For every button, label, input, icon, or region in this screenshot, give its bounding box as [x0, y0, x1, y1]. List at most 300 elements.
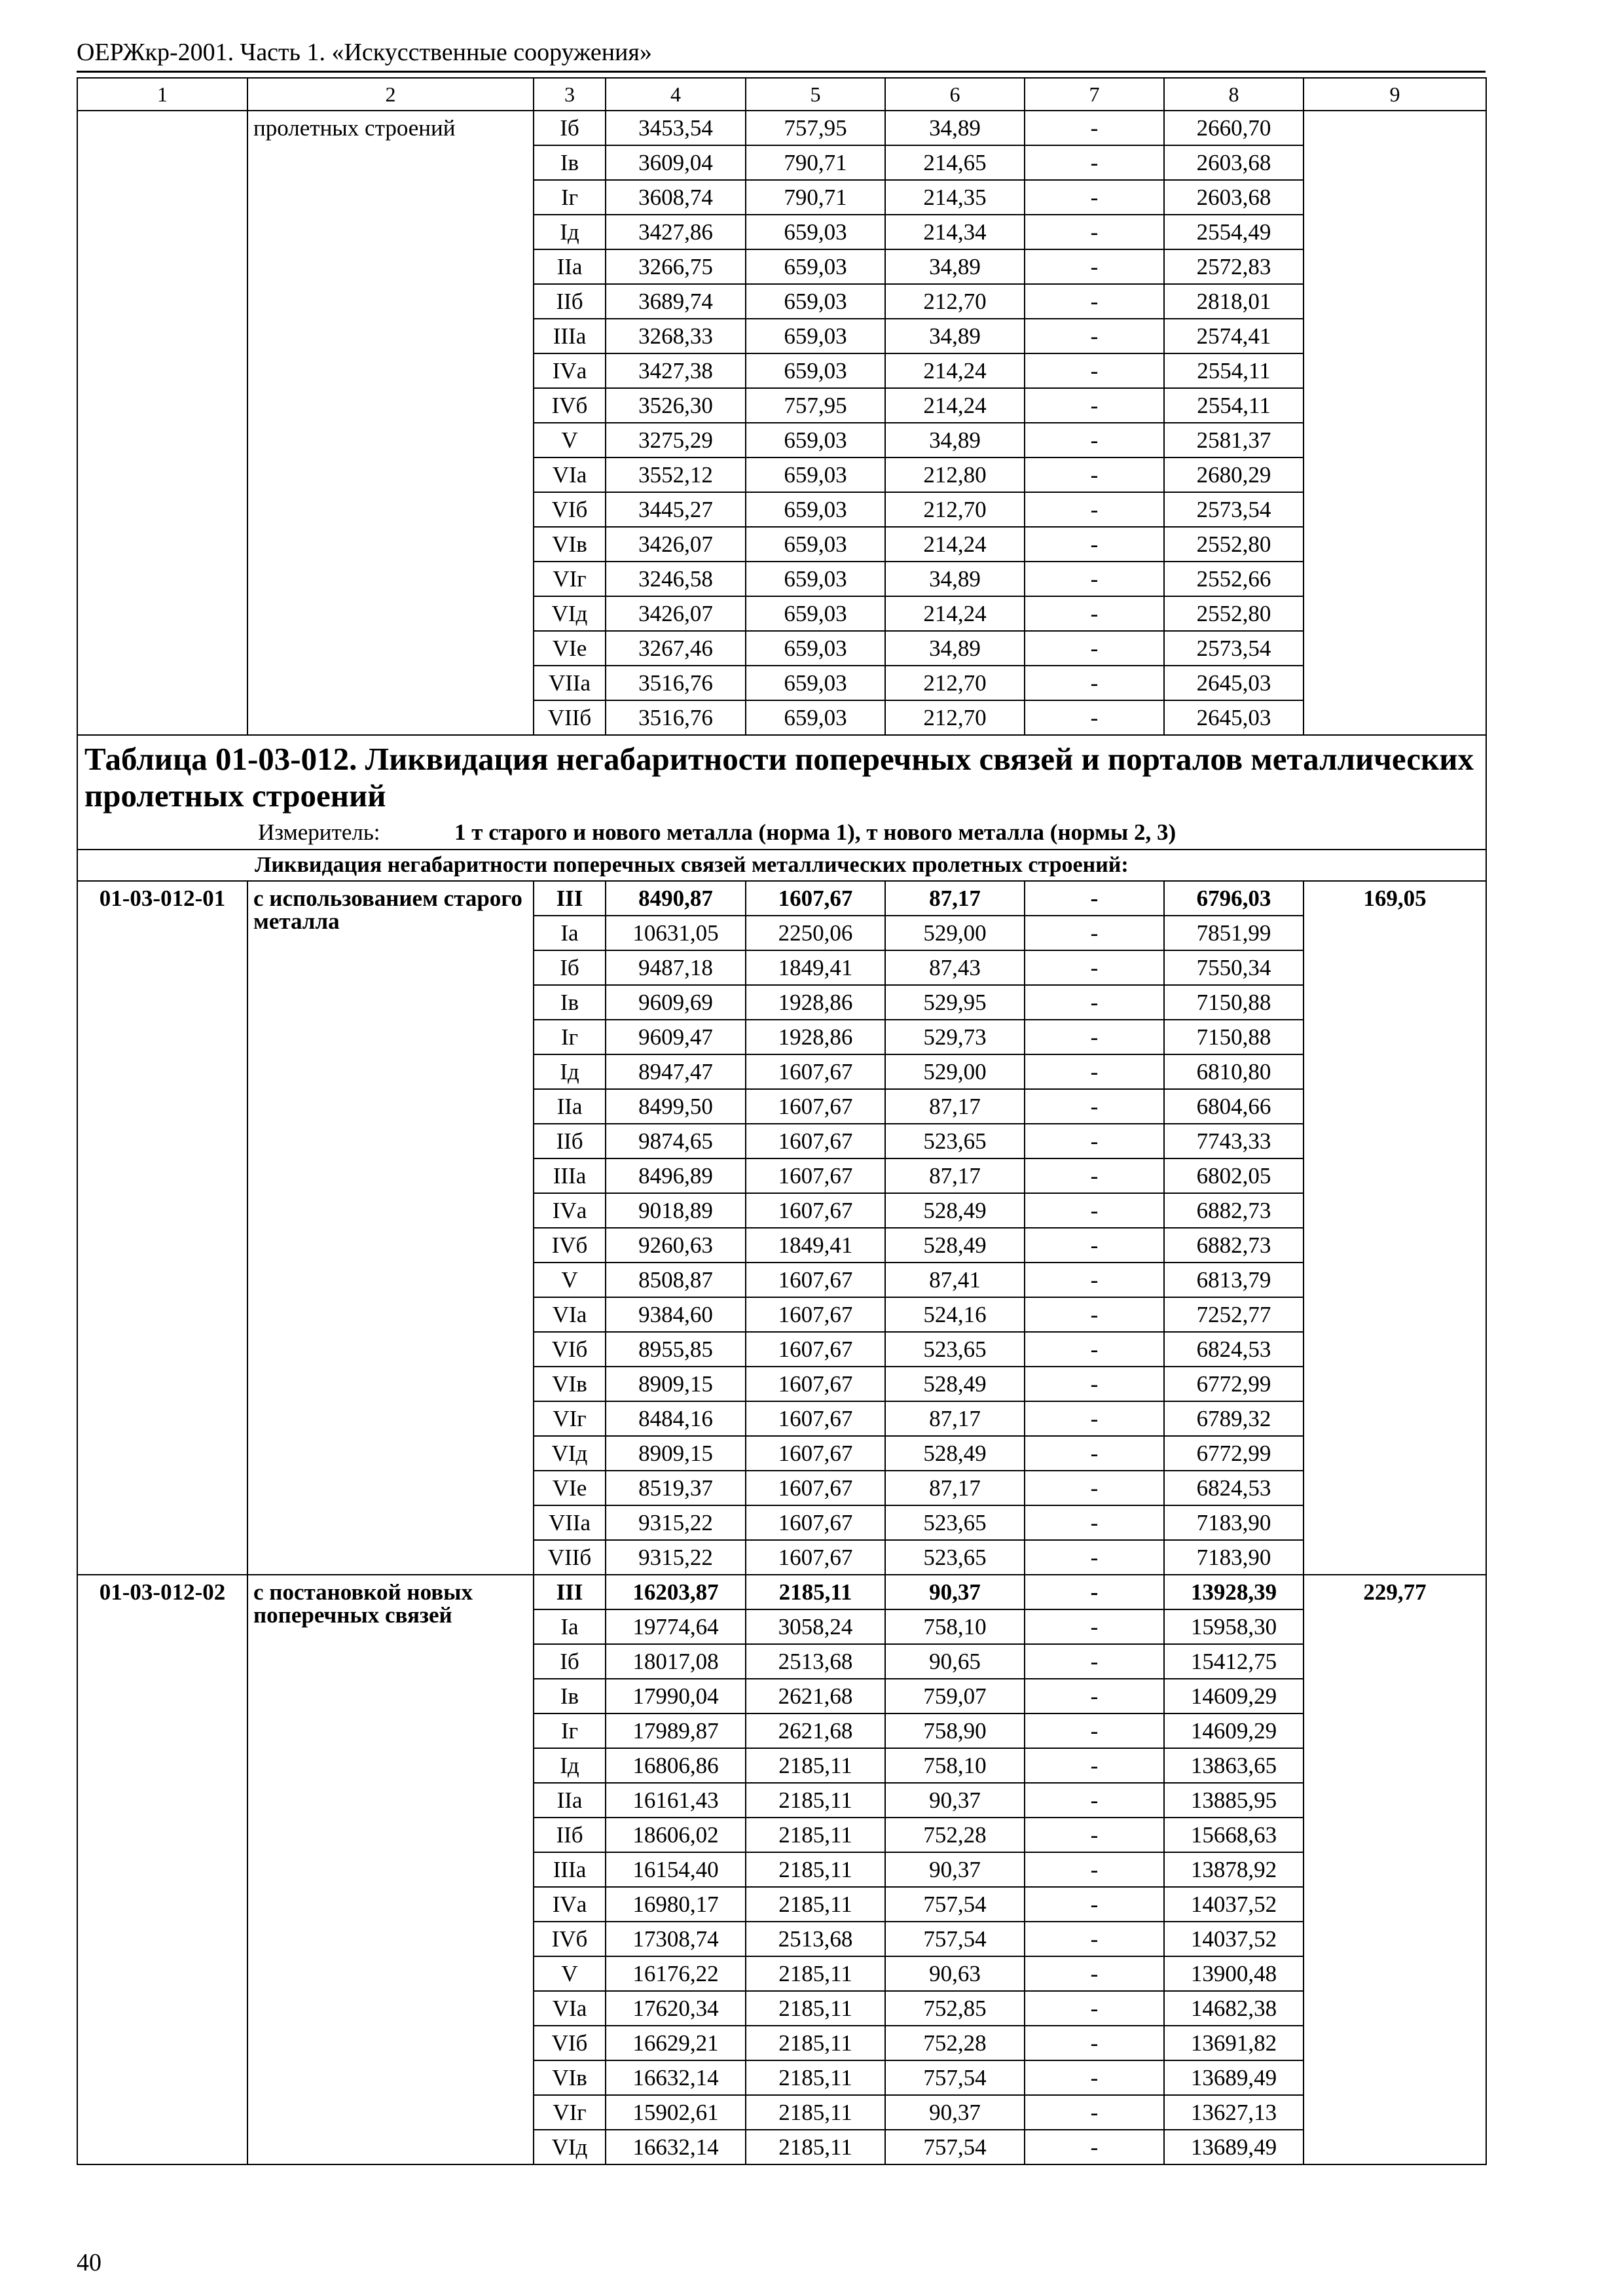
category-cell: VIг: [534, 2095, 606, 2130]
value-cell: 90,63: [885, 1956, 1025, 1991]
category-cell: VIе: [534, 631, 606, 666]
value-cell: 16154,40: [606, 1852, 746, 1887]
value-cell: 16176,22: [606, 1956, 746, 1991]
value-cell: 6789,32: [1164, 1401, 1304, 1436]
column-9-cell: 169,05: [1304, 881, 1486, 1575]
category-cell: IIа: [534, 1783, 606, 1818]
value-cell: -: [1025, 1818, 1164, 1852]
value-cell: -: [1025, 1644, 1164, 1679]
value-cell: 212,70: [885, 700, 1025, 735]
value-cell: 6772,99: [1164, 1367, 1304, 1401]
value-cell: 3058,24: [746, 1609, 885, 1644]
value-cell: 13928,39: [1164, 1575, 1304, 1609]
unit-label: Измеритель:: [258, 819, 380, 845]
value-cell: -: [1025, 492, 1164, 527]
value-cell: -: [1025, 985, 1164, 1020]
column-number: 4: [606, 78, 746, 111]
value-cell: 2552,80: [1164, 527, 1304, 562]
value-cell: 212,70: [885, 492, 1025, 527]
value-cell: 34,89: [885, 111, 1025, 145]
value-cell: 214,35: [885, 180, 1025, 215]
value-cell: -: [1025, 950, 1164, 985]
value-cell: -: [1025, 1540, 1164, 1575]
value-cell: 757,54: [885, 1922, 1025, 1956]
value-cell: 16161,43: [606, 1783, 746, 1818]
value-cell: 3427,86: [606, 215, 746, 249]
value-cell: 2554,49: [1164, 215, 1304, 249]
value-cell: 13863,65: [1164, 1748, 1304, 1783]
value-cell: 6824,53: [1164, 1332, 1304, 1367]
norms-table: [77, 77, 1487, 2165]
value-cell: 1607,67: [746, 1471, 885, 1505]
value-cell: -: [1025, 1020, 1164, 1054]
column-number: 1: [77, 78, 247, 111]
value-cell: 6882,73: [1164, 1228, 1304, 1263]
category-cell: Iг: [534, 180, 606, 215]
value-cell: 8496,89: [606, 1158, 746, 1193]
value-cell: -: [1025, 1748, 1164, 1783]
value-cell: 19774,64: [606, 1609, 746, 1644]
category-cell: IVа: [534, 1193, 606, 1228]
value-cell: -: [1025, 1089, 1164, 1124]
category-cell: VIIб: [534, 1540, 606, 1575]
category-cell: IIа: [534, 249, 606, 284]
value-cell: 9260,63: [606, 1228, 746, 1263]
category-cell: Iг: [534, 1713, 606, 1748]
category-cell: IVб: [534, 1922, 606, 1956]
value-cell: -: [1025, 1713, 1164, 1748]
category-cell: V: [534, 1263, 606, 1297]
value-cell: -: [1025, 1401, 1164, 1436]
value-cell: 34,89: [885, 319, 1025, 353]
value-cell: -: [1025, 881, 1164, 916]
value-cell: -: [1025, 284, 1164, 319]
value-cell: 790,71: [746, 180, 885, 215]
column-9-cell: 229,77: [1304, 1575, 1486, 2164]
category-cell: V: [534, 423, 606, 457]
value-cell: 6796,03: [1164, 881, 1304, 916]
value-cell: 9315,22: [606, 1505, 746, 1540]
value-cell: 1849,41: [746, 950, 885, 985]
value-cell: 3266,75: [606, 249, 746, 284]
value-cell: -: [1025, 2095, 1164, 2130]
value-cell: 659,03: [746, 492, 885, 527]
value-cell: 1607,67: [746, 1089, 885, 1124]
category-cell: VIд: [534, 1436, 606, 1471]
category-cell: Iд: [534, 215, 606, 249]
category-cell: VIIа: [534, 666, 606, 700]
value-cell: 13627,13: [1164, 2095, 1304, 2130]
value-cell: 8955,85: [606, 1332, 746, 1367]
value-cell: -: [1025, 145, 1164, 180]
category-cell: Iа: [534, 1609, 606, 1644]
norm-description: с использованием старого металла: [247, 881, 534, 1575]
value-cell: 2660,70: [1164, 111, 1304, 145]
value-cell: 1607,67: [746, 1332, 885, 1367]
category-cell: VIа: [534, 457, 606, 492]
category-cell: VIIб: [534, 700, 606, 735]
value-cell: 90,37: [885, 1783, 1025, 1818]
norm-code: 01-03-012-02: [77, 1575, 247, 2164]
value-cell: 13689,49: [1164, 2130, 1304, 2164]
value-cell: 659,03: [746, 596, 885, 631]
value-cell: 1607,67: [746, 1054, 885, 1089]
norm-code: [77, 111, 247, 735]
value-cell: 659,03: [746, 284, 885, 319]
value-cell: 659,03: [746, 527, 885, 562]
value-cell: 3426,07: [606, 527, 746, 562]
value-cell: 1607,67: [746, 1193, 885, 1228]
value-cell: 752,85: [885, 1991, 1025, 2026]
value-cell: 659,03: [746, 249, 885, 284]
table-row: [77, 881, 1486, 916]
value-cell: 16629,21: [606, 2026, 746, 2060]
value-cell: 523,65: [885, 1505, 1025, 1540]
value-cell: 3516,76: [606, 666, 746, 700]
category-cell: VIд: [534, 2130, 606, 2164]
category-cell: IIIа: [534, 1158, 606, 1193]
value-cell: 2513,68: [746, 1922, 885, 1956]
value-cell: -: [1025, 180, 1164, 215]
section-heading: Ликвидация негабаритности поперечных связей металлических пролетных строений:: [77, 850, 1486, 881]
value-cell: 14037,52: [1164, 1922, 1304, 1956]
value-cell: -: [1025, 1956, 1164, 1991]
header-rule: [77, 71, 1486, 73]
value-cell: 659,03: [746, 562, 885, 596]
value-cell: 13900,48: [1164, 1956, 1304, 1991]
value-cell: 34,89: [885, 249, 1025, 284]
value-cell: 2574,41: [1164, 319, 1304, 353]
value-cell: -: [1025, 1575, 1164, 1609]
value-cell: 2572,83: [1164, 249, 1304, 284]
norm-code: 01-03-012-01: [77, 881, 247, 1575]
value-cell: 6824,53: [1164, 1471, 1304, 1505]
value-cell: 2185,11: [746, 2130, 885, 2164]
value-cell: 14609,29: [1164, 1713, 1304, 1748]
value-cell: -: [1025, 596, 1164, 631]
value-cell: 529,00: [885, 1054, 1025, 1089]
value-cell: 528,49: [885, 1367, 1025, 1401]
category-cell: Iд: [534, 1748, 606, 1783]
value-cell: 87,17: [885, 1401, 1025, 1436]
value-cell: 18017,08: [606, 1644, 746, 1679]
value-cell: 9609,47: [606, 1020, 746, 1054]
value-cell: 3267,46: [606, 631, 746, 666]
category-cell: IIб: [534, 284, 606, 319]
value-cell: 1607,67: [746, 1367, 885, 1401]
value-cell: 6882,73: [1164, 1193, 1304, 1228]
value-cell: -: [1025, 457, 1164, 492]
category-cell: IIа: [534, 1089, 606, 1124]
value-cell: 1607,67: [746, 1158, 885, 1193]
value-cell: -: [1025, 631, 1164, 666]
category-cell: Iб: [534, 111, 606, 145]
value-cell: 15412,75: [1164, 1644, 1304, 1679]
value-cell: 8909,15: [606, 1367, 746, 1401]
value-cell: 1607,67: [746, 1540, 885, 1575]
category-cell: VIб: [534, 492, 606, 527]
value-cell: 2185,11: [746, 2060, 885, 2095]
value-cell: 8508,87: [606, 1263, 746, 1297]
category-cell: Iа: [534, 916, 606, 950]
category-cell: VIа: [534, 1297, 606, 1332]
value-cell: 2621,68: [746, 1713, 885, 1748]
value-cell: 8499,50: [606, 1089, 746, 1124]
value-cell: 2185,11: [746, 2026, 885, 2060]
value-cell: 2185,11: [746, 1991, 885, 2026]
value-cell: 659,03: [746, 666, 885, 700]
category-cell: Iв: [534, 985, 606, 1020]
value-cell: 9384,60: [606, 1297, 746, 1332]
column-number: 8: [1164, 78, 1304, 111]
column-numbers-row: [77, 78, 1486, 111]
value-cell: 3453,54: [606, 111, 746, 145]
value-cell: -: [1025, 2130, 1164, 2164]
value-cell: -: [1025, 388, 1164, 423]
value-cell: 8947,47: [606, 1054, 746, 1089]
value-cell: 1607,67: [746, 1263, 885, 1297]
value-cell: 2185,11: [746, 1956, 885, 1991]
value-cell: 790,71: [746, 145, 885, 180]
value-cell: 8909,15: [606, 1436, 746, 1471]
value-cell: -: [1025, 1436, 1164, 1471]
value-cell: 17989,87: [606, 1713, 746, 1748]
value-cell: -: [1025, 1991, 1164, 2026]
value-cell: 758,10: [885, 1609, 1025, 1644]
value-cell: 7550,34: [1164, 950, 1304, 985]
value-cell: 16632,14: [606, 2060, 746, 2095]
value-cell: 34,89: [885, 562, 1025, 596]
value-cell: 757,54: [885, 2060, 1025, 2095]
value-cell: 2603,68: [1164, 145, 1304, 180]
value-cell: 16632,14: [606, 2130, 746, 2164]
column-number: 5: [746, 78, 885, 111]
value-cell: 528,49: [885, 1193, 1025, 1228]
value-cell: 7183,90: [1164, 1505, 1304, 1540]
value-cell: 1607,67: [746, 1297, 885, 1332]
value-cell: 2552,80: [1164, 596, 1304, 631]
value-cell: 3268,33: [606, 319, 746, 353]
value-cell: 2645,03: [1164, 700, 1304, 735]
value-cell: 6804,66: [1164, 1089, 1304, 1124]
unit-line: [84, 819, 1479, 846]
category-cell: III: [534, 1575, 606, 1609]
value-cell: 2554,11: [1164, 353, 1304, 388]
value-cell: 90,65: [885, 1644, 1025, 1679]
value-cell: 2185,11: [746, 1783, 885, 1818]
column-number: 2: [247, 78, 534, 111]
value-cell: 10631,05: [606, 916, 746, 950]
value-cell: -: [1025, 1887, 1164, 1922]
category-cell: VIб: [534, 2026, 606, 2060]
value-cell: -: [1025, 1124, 1164, 1158]
value-cell: 529,95: [885, 985, 1025, 1020]
table-body: [77, 78, 1486, 2164]
category-cell: VIв: [534, 527, 606, 562]
value-cell: 2552,66: [1164, 562, 1304, 596]
value-cell: 659,03: [746, 319, 885, 353]
value-cell: -: [1025, 1054, 1164, 1089]
category-cell: Iв: [534, 145, 606, 180]
value-cell: -: [1025, 353, 1164, 388]
value-cell: -: [1025, 1679, 1164, 1713]
page-header: ОЕРЖкр-2001. Часть 1. «Искусственные сооружения»: [77, 39, 652, 66]
value-cell: 1607,67: [746, 1505, 885, 1540]
value-cell: 1928,86: [746, 985, 885, 1020]
value-cell: 2603,68: [1164, 180, 1304, 215]
value-cell: 7252,77: [1164, 1297, 1304, 1332]
value-cell: 523,65: [885, 1332, 1025, 1367]
value-cell: 87,17: [885, 1089, 1025, 1124]
value-cell: 2185,11: [746, 1575, 885, 1609]
value-cell: 1607,67: [746, 1124, 885, 1158]
value-cell: 8484,16: [606, 1401, 746, 1436]
value-cell: 13691,82: [1164, 2026, 1304, 2060]
value-cell: 3516,76: [606, 700, 746, 735]
value-cell: -: [1025, 1609, 1164, 1644]
value-cell: 15902,61: [606, 2095, 746, 2130]
value-cell: -: [1025, 527, 1164, 562]
value-cell: -: [1025, 1158, 1164, 1193]
value-cell: -: [1025, 1228, 1164, 1263]
value-cell: -: [1025, 1263, 1164, 1297]
table-row: [77, 1575, 1486, 1609]
value-cell: 16980,17: [606, 1887, 746, 1922]
value-cell: -: [1025, 319, 1164, 353]
value-cell: 17308,74: [606, 1922, 746, 1956]
value-cell: 1607,67: [746, 881, 885, 916]
value-cell: 87,17: [885, 881, 1025, 916]
value-cell: 3275,29: [606, 423, 746, 457]
value-cell: 6813,79: [1164, 1263, 1304, 1297]
value-cell: 3427,38: [606, 353, 746, 388]
table-title-cell: [77, 735, 1486, 850]
value-cell: -: [1025, 2026, 1164, 2060]
value-cell: 87,41: [885, 1263, 1025, 1297]
category-cell: IIб: [534, 1124, 606, 1158]
category-cell: IIIа: [534, 319, 606, 353]
column-number: 9: [1304, 78, 1486, 111]
category-cell: VIд: [534, 596, 606, 631]
value-cell: 752,28: [885, 1818, 1025, 1852]
column-number: 3: [534, 78, 606, 111]
value-cell: 7183,90: [1164, 1540, 1304, 1575]
value-cell: 524,16: [885, 1297, 1025, 1332]
category-cell: IIIа: [534, 1852, 606, 1887]
value-cell: -: [1025, 1505, 1164, 1540]
category-cell: Iв: [534, 1679, 606, 1713]
value-cell: 3246,58: [606, 562, 746, 596]
category-cell: Iг: [534, 1020, 606, 1054]
norm-description: пролетных строений: [247, 111, 534, 735]
value-cell: 2185,11: [746, 1748, 885, 1783]
value-cell: 214,24: [885, 527, 1025, 562]
value-cell: 3445,27: [606, 492, 746, 527]
value-cell: 9315,22: [606, 1540, 746, 1575]
value-cell: 2818,01: [1164, 284, 1304, 319]
category-cell: VIIа: [534, 1505, 606, 1540]
category-cell: III: [534, 881, 606, 916]
value-cell: 9609,69: [606, 985, 746, 1020]
value-cell: 14682,38: [1164, 1991, 1304, 2026]
value-cell: 2680,29: [1164, 457, 1304, 492]
table-title: Таблица 01-03-012. Ликвидация негабаритности поперечных связей и порталов металлических пролетных строений: [84, 741, 1474, 814]
value-cell: 87,43: [885, 950, 1025, 985]
value-cell: -: [1025, 562, 1164, 596]
value-cell: 7851,99: [1164, 916, 1304, 950]
value-cell: 659,03: [746, 631, 885, 666]
value-cell: 1607,67: [746, 1436, 885, 1471]
category-cell: VIв: [534, 2060, 606, 2095]
value-cell: 15958,30: [1164, 1609, 1304, 1644]
value-cell: 3689,74: [606, 284, 746, 319]
value-cell: -: [1025, 666, 1164, 700]
value-cell: -: [1025, 249, 1164, 284]
category-cell: Iд: [534, 1054, 606, 1089]
value-cell: 90,37: [885, 2095, 1025, 2130]
value-cell: 214,65: [885, 145, 1025, 180]
value-cell: 2573,54: [1164, 631, 1304, 666]
value-cell: -: [1025, 1367, 1164, 1401]
value-cell: 2573,54: [1164, 492, 1304, 527]
category-cell: IIб: [534, 1818, 606, 1852]
value-cell: -: [1025, 700, 1164, 735]
value-cell: 659,03: [746, 353, 885, 388]
value-cell: 2185,11: [746, 2095, 885, 2130]
value-cell: -: [1025, 1852, 1164, 1887]
value-cell: 752,28: [885, 2026, 1025, 2060]
value-cell: 3526,30: [606, 388, 746, 423]
value-cell: -: [1025, 1332, 1164, 1367]
value-cell: 18606,02: [606, 1818, 746, 1852]
value-cell: 212,70: [885, 284, 1025, 319]
value-cell: 34,89: [885, 631, 1025, 666]
value-cell: 3608,74: [606, 180, 746, 215]
value-cell: 212,80: [885, 457, 1025, 492]
value-cell: 2185,11: [746, 1887, 885, 1922]
value-cell: 659,03: [746, 700, 885, 735]
value-cell: -: [1025, 423, 1164, 457]
value-cell: 8490,87: [606, 881, 746, 916]
value-cell: 757,95: [746, 111, 885, 145]
value-cell: 15668,63: [1164, 1818, 1304, 1852]
value-cell: -: [1025, 1922, 1164, 1956]
value-cell: -: [1025, 215, 1164, 249]
value-cell: 528,49: [885, 1436, 1025, 1471]
value-cell: 13878,92: [1164, 1852, 1304, 1887]
value-cell: 757,54: [885, 2130, 1025, 2164]
category-cell: VIа: [534, 1991, 606, 2026]
category-cell: VIв: [534, 1367, 606, 1401]
value-cell: 13689,49: [1164, 2060, 1304, 2095]
value-cell: 659,03: [746, 423, 885, 457]
value-cell: 523,65: [885, 1540, 1025, 1575]
unit-value: 1 т старого и нового металла (норма 1), т нового металла (нормы 2, 3): [454, 819, 1176, 845]
column-9-cell: [1304, 111, 1486, 735]
value-cell: 7743,33: [1164, 1124, 1304, 1158]
norm-description: с постановкой новых поперечных связей: [247, 1575, 534, 2164]
value-cell: 9018,89: [606, 1193, 746, 1228]
value-cell: 9487,18: [606, 950, 746, 985]
value-cell: 214,24: [885, 388, 1025, 423]
value-cell: 14609,29: [1164, 1679, 1304, 1713]
value-cell: 757,54: [885, 1887, 1025, 1922]
table-row: [77, 111, 1486, 145]
value-cell: -: [1025, 2060, 1164, 2095]
column-number: 6: [885, 78, 1025, 111]
value-cell: 758,90: [885, 1713, 1025, 1748]
value-cell: 2185,11: [746, 1852, 885, 1887]
